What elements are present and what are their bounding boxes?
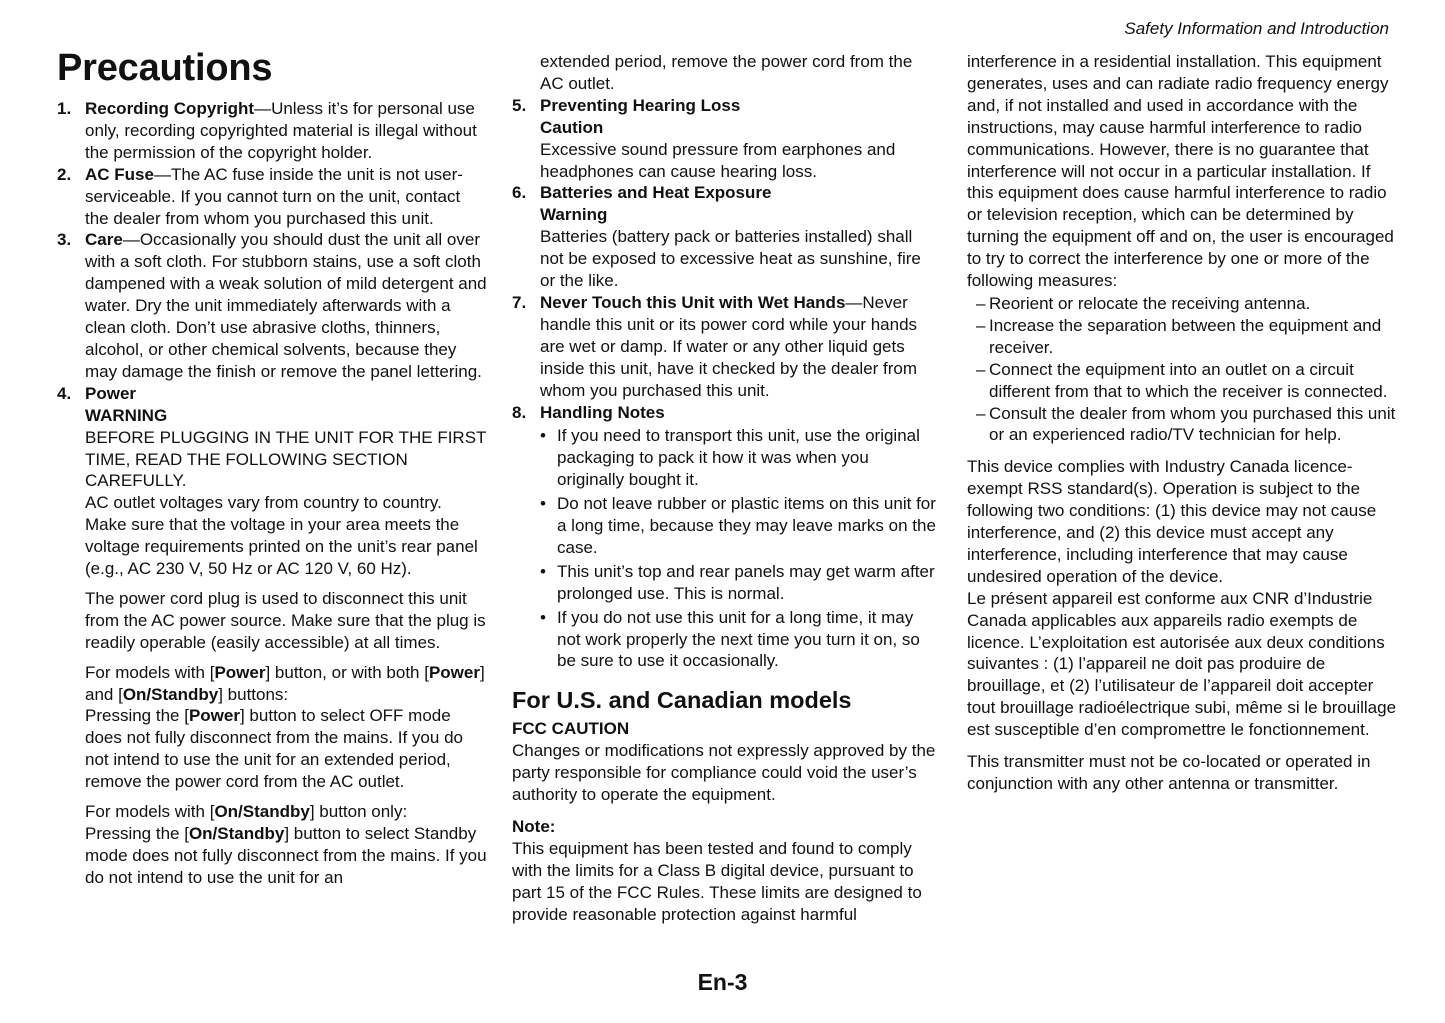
measures-list: [967, 293, 1397, 446]
caution-label: Caution: [540, 117, 604, 137]
item-text: [85, 99, 477, 162]
section-heading: For U.S. and Canadian models: [512, 687, 852, 714]
list-item-power-continued: [512, 51, 937, 95]
text-run: —Never handle this unit or its power cord while your hands are wet or damp. If water or any other liquid gets inside this unit, have it checked by the dealer from whom you purchased this unit.: [540, 292, 918, 400]
item-number: 5.: [512, 95, 527, 115]
text-run: —Occasionally you should dust the unit all over with a soft cloth. For stubborn stains, use a soft cloth dampened with a weak solution of mild detergent and water. Dry the unit immediately afterwards with a clean cloth. Don’t use abrasive cloths, thinners, alcohol, or other chemical solvents, because they may damage the finish or remove the panel lettering.: [85, 230, 487, 381]
bold-term: Care: [85, 230, 123, 250]
bullet-icon: •: [540, 561, 546, 581]
bullet-item: [540, 425, 937, 491]
bullet-text: If you need to transport this unit, use the original packaging to pack it how it was when you originally bought it.: [557, 426, 920, 490]
ic-french-text: Le présent appareil est conforme aux CNR d’Industrie Canada applicables aux appareils radio exempts de licence. L’exploitation est autorisée aux deux conditions suivantes : (1) l’appareil ne doit pas produire de brouillage, et (2) l’utilisateur de l’appareil doit accepter tout brouillage radioélectrique subi, même si le brouillage est susceptible d’en compromettre le fonctionnement.: [967, 588, 1397, 740]
text-run: For models with [: [85, 662, 215, 682]
list-item-recording-copyright: [57, 98, 487, 164]
measure-item: [967, 359, 1397, 403]
dash-icon: –: [976, 293, 986, 313]
measure-item: [967, 293, 1397, 315]
warning-text: BEFORE PLUGGING IN THE UNIT FOR THE FIRST TIME, READ THE FOLLOWING SECTION CAREFULLY.: [85, 427, 487, 491]
bullet-item: [540, 561, 937, 605]
bold-term: Never Touch this Unit with Wet Hands: [540, 292, 846, 312]
list-item-hearing-loss: [512, 95, 937, 183]
continuation-text: extended period, remove the power cord from the AC outlet.: [540, 52, 913, 93]
bullet-text: If you do not use this unit for a long time, it may not work properly the next time you turn it on, so be sure to use it occasionally.: [557, 607, 920, 671]
page-title: Precautions: [57, 47, 273, 89]
text-run: —Unless it’s for personal use only, recording copyrighted material is illegal without the permission of the copyright holder.: [85, 99, 477, 162]
running-head: Safety Information and Introduction: [1124, 19, 1389, 38]
us-canada-section: [512, 686, 937, 925]
transmitter-text: This transmitter must not be co-located or operated in conjunction with any other antenna or transmitter.: [967, 752, 1371, 793]
precautions-list: [57, 98, 487, 889]
bullet-icon: •: [540, 607, 546, 627]
item-title: Batteries and Heat Exposure: [540, 183, 772, 203]
bold-term: On/Standby: [214, 802, 310, 822]
text-run: ] buttons:: [218, 684, 289, 704]
item-number: 2.: [57, 164, 72, 184]
warning-label: Warning: [540, 205, 608, 225]
ic-english-text: This device complies with Industry Canada licence-exempt RSS standard(s). Operation is subject to the following two conditions: (1) this device may not cause interference, and (2) this device must accept any interference, including interference that may cause undesired operation of the device.: [967, 457, 1377, 586]
item-number: 8.: [512, 402, 527, 422]
fcc-caution-text: Changes or modifications not expressly approved by the party responsible for compliance could void the user’s authority to operate the equipment.: [512, 741, 936, 805]
text-run: ] button to select OFF mode does not fully disconnect from the mains. If you do not intend to use the unit for an extended period, remove the power cord from the AC outlet.: [85, 706, 463, 792]
bold-term: AC Fuse: [85, 164, 154, 184]
list-item-handling-notes: [512, 402, 937, 673]
item-text: [540, 293, 917, 400]
list-item-batteries: [512, 182, 937, 292]
column-3: [967, 51, 1397, 795]
list-item-ac-fuse: [57, 164, 487, 230]
bullet-text: Do not leave rubber or plastic items on this unit for a long time, because they may leave marks on the case.: [557, 494, 936, 557]
measure-text: Reorient or relocate the receiving antenna.: [989, 293, 1311, 313]
dash-icon: –: [976, 403, 986, 423]
measure-item: [967, 403, 1397, 447]
list-item-wet-hands: [512, 292, 937, 402]
models-power-text: [85, 662, 487, 793]
note-text: This equipment has been tested and found to comply with the limits for a Class B digital device, pursuant to part 15 of the FCC Rules. These limits are designed to provide reasonable protection against harmful: [512, 838, 922, 924]
item-title: Handling Notes: [540, 402, 665, 422]
item-text: Batteries (battery pack or batteries installed) shall not be exposed to excessive heat as sunshine, fire or the like.: [540, 227, 921, 291]
list-item-power: [57, 383, 487, 889]
dash-icon: –: [976, 359, 986, 379]
measure-text: Consult the dealer from whom you purchased this unit or an experienced radio/TV technician for help.: [989, 403, 1396, 445]
bold-term: Recording Copyright: [85, 99, 255, 118]
list-item-care: [57, 229, 487, 382]
page-number: En-3: [697, 969, 748, 995]
item-title: Power: [85, 383, 137, 403]
text-run: Pressing the [: [85, 706, 189, 726]
bullet-item: [540, 607, 937, 673]
item-number: 3.: [57, 230, 72, 250]
text-run: —The AC fuse inside the unit is not user-serviceable. If you cannot turn on the unit, contact the dealer from whom you purchased this unit.: [85, 164, 463, 228]
warning-label: WARNING: [85, 405, 168, 425]
column-1: [57, 98, 487, 889]
measure-text: Increase the separation between the equipment and receiver.: [989, 315, 1382, 357]
dash-icon: –: [976, 315, 986, 335]
item-text: Excessive sound pressure from earphones and headphones can cause hearing loss.: [540, 139, 896, 181]
fcc-continuation-text: interference in a residential installation. This equipment generates, uses and can radiate radio frequency energy and, if not installed and used in accordance with the instructions, may cause harmful interference to radio communications. However, there is no guarantee that interference will not occur in a particular installation. If this equipment does cause harmful interference to radio or television reception, which can be determined by turning the equipment off and on, the user is encouraged to try to correct the interference by one or more of the following measures:: [967, 52, 1394, 291]
item-number: 6.: [512, 183, 527, 203]
item-number: 1.: [57, 99, 72, 118]
bold-term: On/Standby: [188, 824, 285, 843]
text-run: Pressing the [: [85, 824, 189, 843]
bold-term: Power: [188, 706, 240, 726]
measure-text: Connect the equipment into an outlet on a circuit different from that to which the receiver is connected.: [989, 359, 1388, 401]
note-label: Note:: [512, 817, 556, 836]
precautions-list-continued: [512, 51, 937, 672]
bullet-item: [540, 493, 937, 559]
bold-term: On/Standby: [122, 684, 219, 704]
bold-term: Power: [428, 662, 480, 682]
text-run: For models with [: [85, 802, 215, 822]
item-text: [85, 165, 463, 228]
text-run: ] button to select Standby mode does not fully disconnect from the mains. If you do not intend to use the unit for an: [85, 824, 487, 887]
item-text: [85, 230, 487, 380]
fcc-caution-label: FCC CAUTION: [512, 719, 630, 739]
models-standby-text: [85, 801, 487, 889]
item-title: Preventing Hearing Loss: [540, 95, 741, 115]
measure-item: [967, 315, 1397, 359]
bold-term: Power: [214, 662, 266, 682]
item-number: 4.: [57, 383, 72, 403]
text-run: ] button only:: [309, 802, 408, 822]
text-run: ] button, or with both [: [265, 662, 429, 682]
item-number: 7.: [512, 292, 527, 312]
text-run: ] and [: [85, 662, 485, 704]
column-2: [512, 51, 937, 926]
handling-notes-list: [540, 425, 937, 672]
bullet-icon: •: [540, 494, 546, 514]
voltage-text: AC outlet voltages vary from country to country. Make sure that the voltage in your area meets the voltage requirements printed on the unit’s rear panel (e.g., AC 230 V, 50 Hz or AC 120 V, 60 Hz).: [85, 493, 478, 579]
bullet-text: This unit’s top and rear panels may get warm after prolonged use. This is normal.: [557, 561, 935, 603]
plug-text: The power cord plug is used to disconnect this unit from the AC power source. Make sure that the plug is readily operable (easily accessible) at all times.: [85, 588, 486, 652]
bullet-icon: •: [540, 426, 546, 446]
